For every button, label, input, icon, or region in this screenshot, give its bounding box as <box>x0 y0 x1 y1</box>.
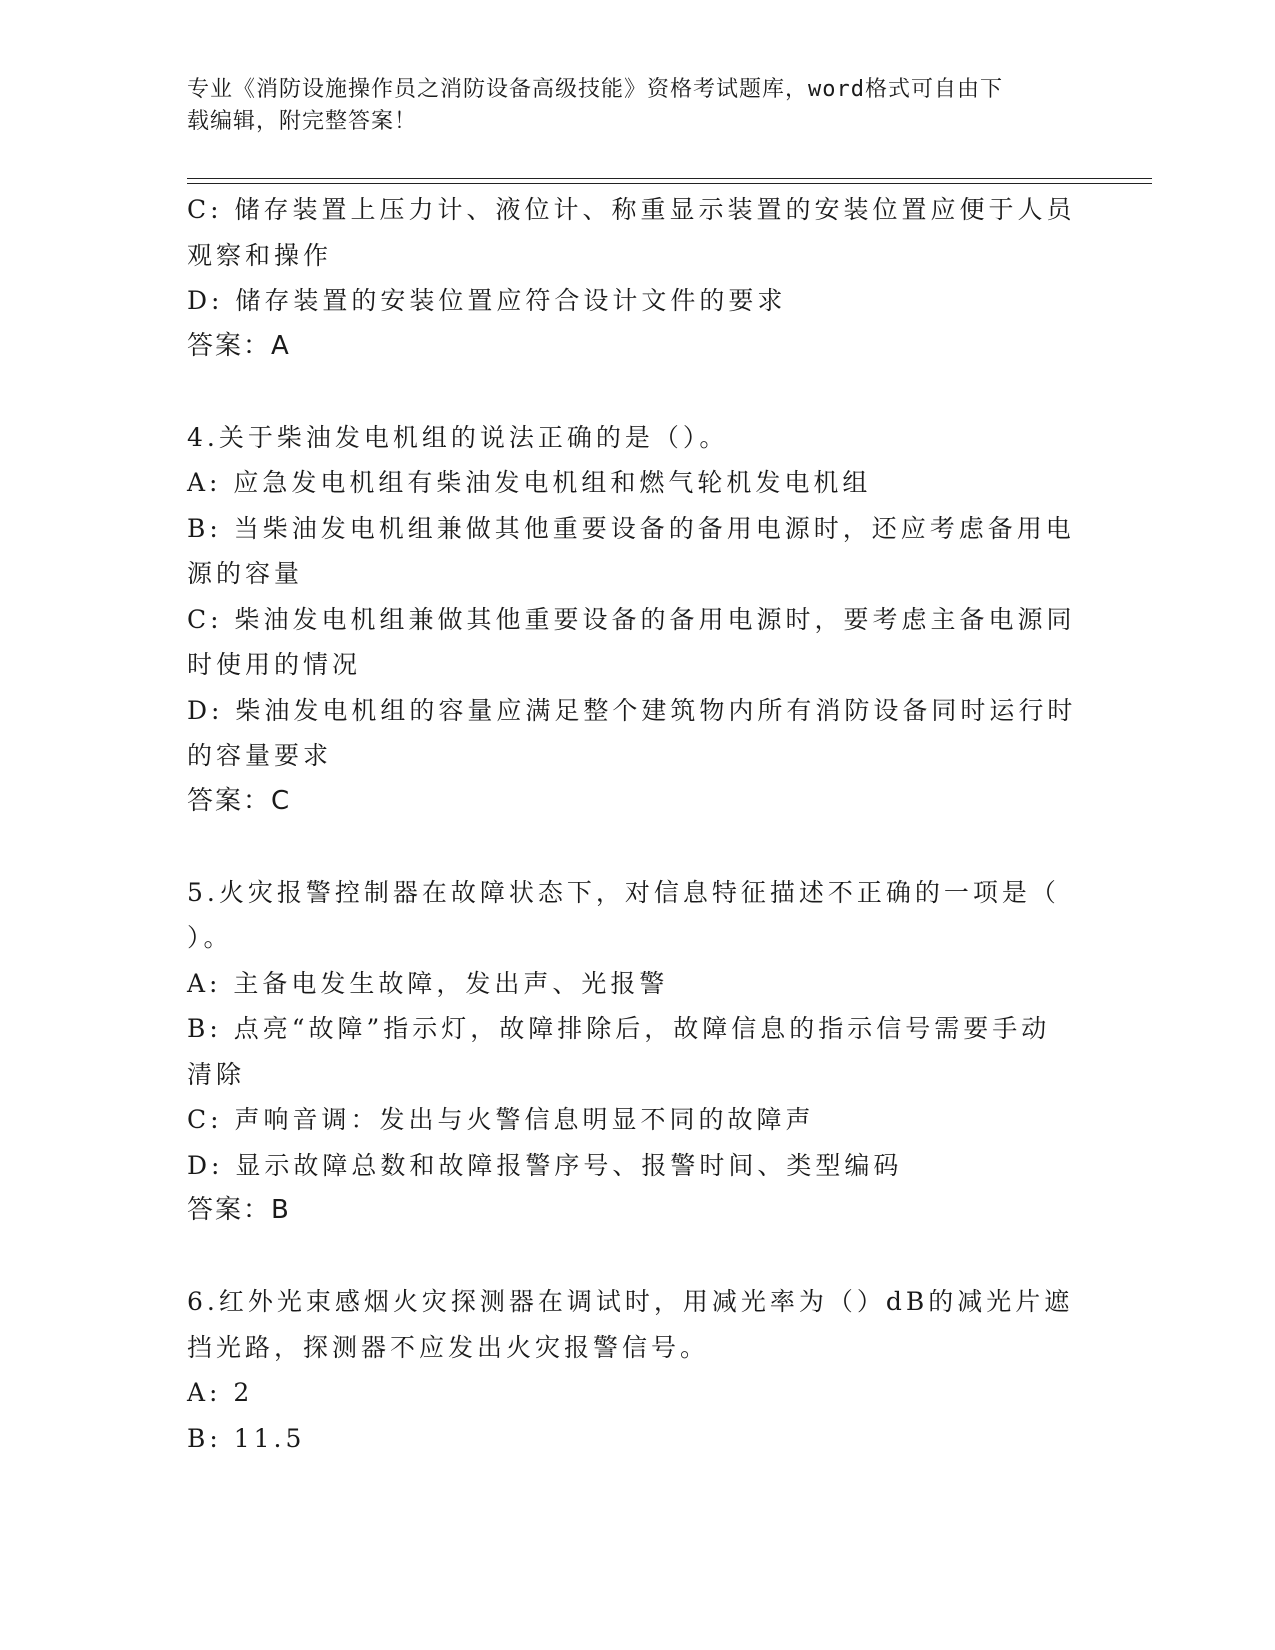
question-5 <box>187 870 1077 1234</box>
question-stem-line-1: 6.红外光束感烟火灾探测器在调试时，用减光率为（）dB的减光片遮 <box>187 1287 1074 1316</box>
answer-label: 答案：B <box>187 1195 291 1225</box>
option-b-line-1: B: 11.5 <box>187 1423 306 1453</box>
option-d-line-2: 的容量要求 <box>187 741 333 770</box>
option-b-line-1: B: 当柴油发电机组兼做其他重要设备的备用电源时，还应考虑备用电 <box>187 513 1075 543</box>
option-b-line-2: 清除 <box>187 1059 246 1089</box>
spacer <box>187 824 1077 870</box>
option-d-line-1: D: 柴油发电机组的容量应满足整个建筑物内所有消防设备同时运行时 <box>187 695 1077 725</box>
option-b-line-1: B: 点亮“故障”指示灯，故障排除后，故障信息的指示信号需要手动 <box>187 1014 1051 1043</box>
option-c-line-1: C: 储存装置上压力计、液位计、称重显示装置的安装位置应便于人员 <box>187 195 1076 224</box>
option-d-line-1: D: 储存装置的安装位置应符合设计文件的要求 <box>187 286 787 315</box>
question-4 <box>187 415 1077 825</box>
question-stem-line-1: 5.火灾报警控制器在故障状态下，对信息特征描述不正确的一项是（ <box>187 877 1060 907</box>
option-b-line-2: 源的容量 <box>187 559 304 588</box>
question-list <box>187 187 1077 1461</box>
option-a-line-1: A: 应急发电机组有柴油发电机组和燃气轮机发电机组 <box>187 468 872 497</box>
option-c-line-1: C: 声响音调：发出与火警信息明显不同的故障声 <box>187 1105 815 1134</box>
answer-label: 答案：A <box>187 330 291 361</box>
header-line-1: 专业《消防设施操作员之消防设备高级技能》资格考试题库，word格式可自由下 <box>187 77 1003 102</box>
option-c-line-1: C: 柴油发电机组兼做其他重要设备的备用电源时，要考虑主备电源同 <box>187 604 1076 634</box>
option-d-line-1: D: 显示故障总数和故障报警序号、报警时间、类型编码 <box>187 1150 903 1180</box>
document-header <box>187 74 1067 138</box>
question-3-tail <box>187 187 1077 369</box>
header-divider-bottom <box>187 183 1152 184</box>
spacer <box>187 1234 1077 1280</box>
question-stem: 4.关于柴油发电机组的说法正确的是（）。 <box>187 422 729 452</box>
spacer <box>187 369 1077 415</box>
question-6 <box>187 1279 1077 1461</box>
option-a-line-1: A: 主备电发生故障，发出声、光报警 <box>187 968 669 998</box>
header-divider-top <box>187 178 1152 179</box>
header-line-2: 载编辑，附完整答案！ <box>187 109 418 134</box>
option-c-line-2: 时使用的情况 <box>187 650 362 679</box>
option-a-line-1: A: 2 <box>187 1378 254 1407</box>
option-c-line-2: 观察和操作 <box>187 240 333 270</box>
answer-label: 答案：C <box>187 785 292 816</box>
question-stem-line-2: 挡光路，探测器不应发出火灾报警信号。 <box>187 1332 710 1362</box>
question-stem-line-2: ）。 <box>187 923 233 952</box>
